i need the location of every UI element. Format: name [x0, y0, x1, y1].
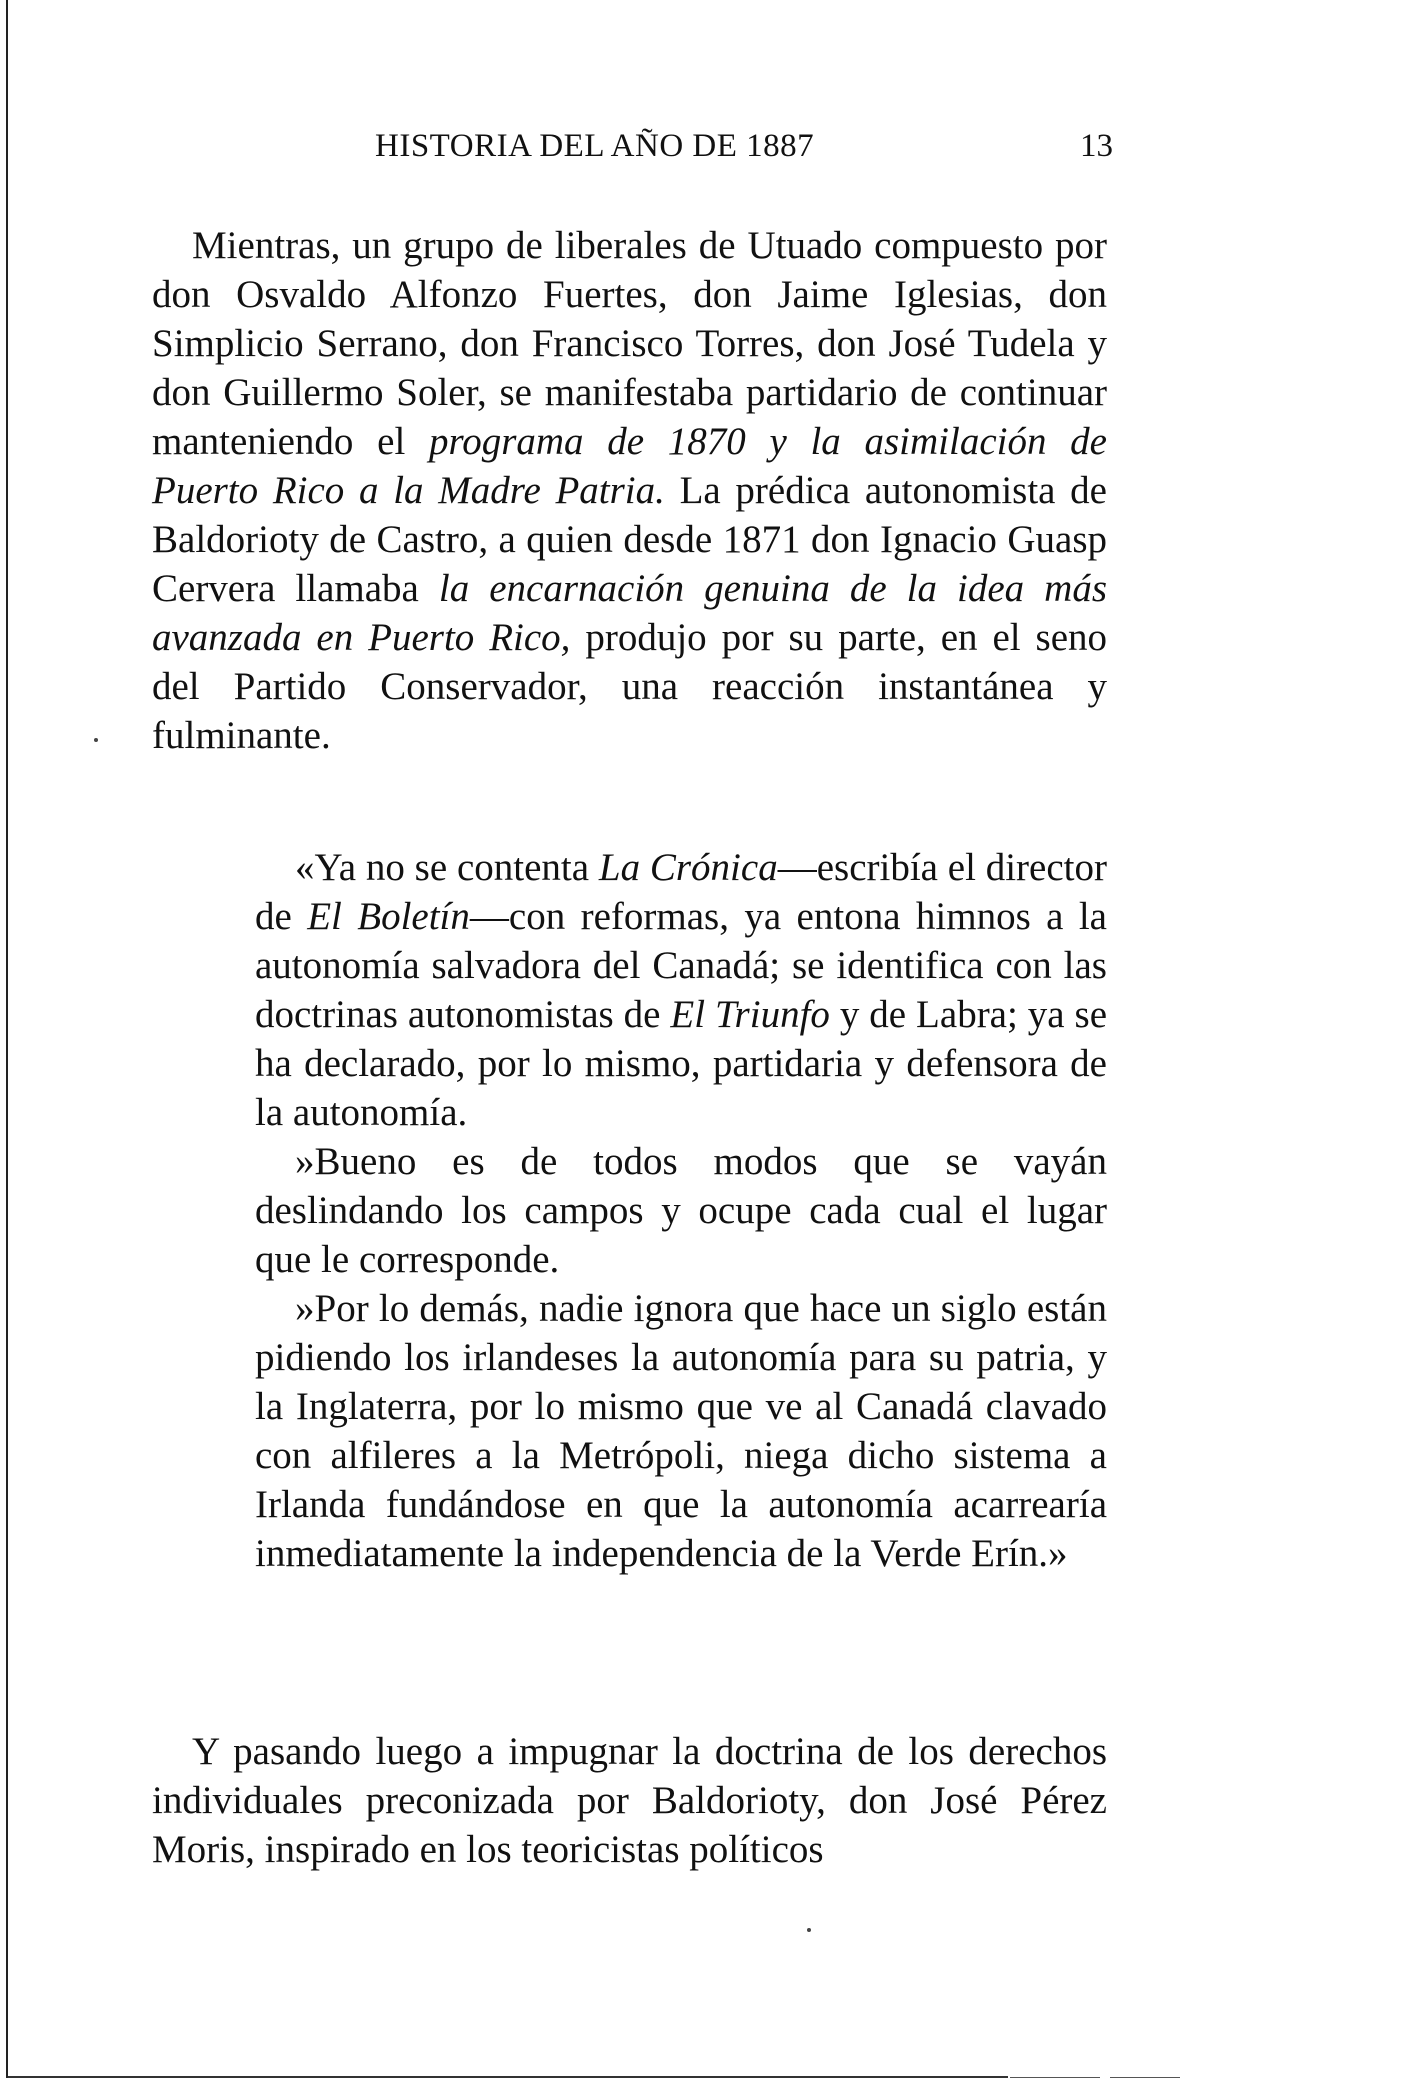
scan-speck [807, 1928, 811, 1932]
scan-speck [94, 738, 98, 742]
page-number: 13 [1080, 128, 1113, 164]
italic-run-el-triunfo: El Triunfo [670, 993, 830, 1036]
italic-run-programa: programa de 1870 y la asimilación de Puerto Rico a la Madre Patria. [152, 420, 1107, 512]
running-head: HISTORIA DEL AÑO DE 1887 [375, 128, 815, 164]
text-run: Mientras, un grupo de liberales de Utuado compuesto por don Osvaldo Alfonzo Fuertes, don Jaime Iglesias, don Simplicio Serrano, don Francisco Torres, don José Tudela y don Guillermo Soler, se manifestaba partidario de continuar manteniendo el [152, 224, 1107, 463]
page-bottom-edge-line [8, 2076, 1008, 2078]
text-run: La prédica autonomista de Baldorioty de Castro, a quien desde 1871 don Ignacio Guasp Cervera llamaba [152, 469, 1107, 610]
text-run: «Ya no se contenta [295, 846, 599, 889]
paragraph-mientras [152, 221, 1107, 760]
quote-paragraph-2: »Bueno es de todos modos que se vayán deslindando los campos y ocupe cada cual el lugar que le corresponde. [255, 1140, 1107, 1281]
text-run: —escribía el director de [255, 846, 1107, 938]
paragraph-text: Y pasando luego a impugnar la doctrina de los derechos individuales preconizada por Baldorioty, don José Pérez Moris, inspirado en los teoricistas políticos [152, 1730, 1107, 1871]
quotation [255, 843, 1107, 1578]
text-run: y de Labra; ya se ha declarado, por lo mismo, partidaria y defensora de la autonomía. [255, 993, 1108, 1134]
page-bottom-edge-dash [1010, 2077, 1100, 2078]
quote-paragraph-3: »Por lo demás, nadie ignora que hace un siglo están pidiendo los irlandeses la autonomía para su patria, y la Inglaterra, por lo mismo que ve al Canadá clavado con alfileres a la Metrópoli, niega dicho sistema a Irlanda fundándose en que la autonomía acarrearía inmediatamente la independencia de la Verde Erín.» [255, 1287, 1107, 1575]
quote-paragraph-1 [255, 843, 1107, 1137]
italic-run-la-cronica: La Crónica [598, 846, 778, 889]
text-run: produjo por su parte, en el seno del Partido Conservador, una reacción instantánea y fulminante. [152, 616, 1108, 757]
text-run: —con reformas, ya entona himnos a la autonomía salvadora del Canadá; se identifica con las doctrinas autonomistas de [255, 895, 1107, 1036]
page-bottom-edge-dash [1110, 2077, 1180, 2078]
paragraph-text [152, 221, 1107, 760]
italic-run-encarnacion: la encarnación genuina de la idea más avanzada en Puerto Rico, [152, 567, 1107, 659]
paragraph-y-pasando [152, 1727, 1107, 1874]
italic-run-el-boletin: El Boletín [307, 895, 470, 938]
page-left-edge-line [6, 0, 8, 2078]
